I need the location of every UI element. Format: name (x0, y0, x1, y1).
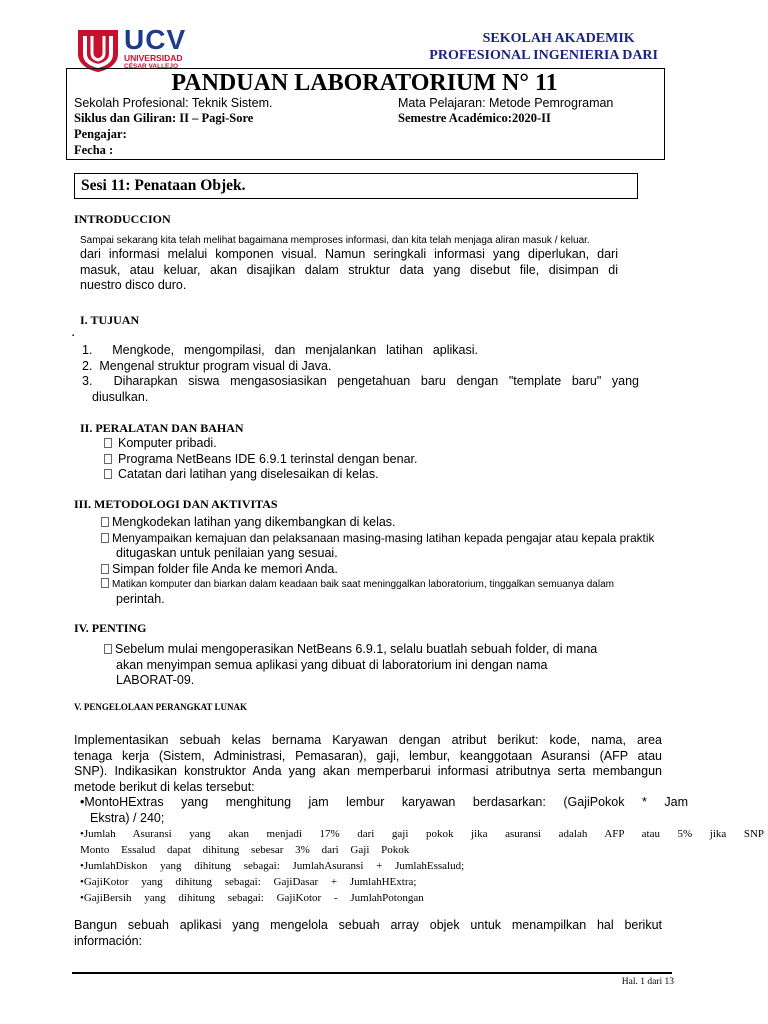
logo-subname: CÉSAR VALLEJO (124, 63, 179, 70)
metodologi-list (101, 515, 721, 608)
paragraph-line: información: (74, 933, 143, 948)
document-title: PANDUAN LABORATORIUM N° 11 (171, 70, 558, 96)
list-item-cont: diusulkan. (92, 389, 149, 404)
penting-text (104, 642, 664, 689)
page-number: Hal. 1 dari 13 (621, 977, 674, 987)
method-item-cont: Monto Essalud dapat dihitung sebesar 3% dari Gaji Pokok (80, 844, 410, 856)
closing-text (74, 918, 662, 949)
paragraph-line: tenaga kerja (Sistem, Administrasi, Pemasaran), gaji, lembur, keanggotaan Asuransi (AFP atau (74, 748, 662, 763)
intro-heading: INTRODUCCION (74, 212, 171, 226)
tujuan-heading: I. TUJUAN (80, 313, 140, 327)
university-logo-shield (76, 28, 120, 72)
checkbox-icon (101, 533, 109, 543)
method-item: •Jumlah Asuransi yang akan menjadi 17% dari gaji pokok jika asuransi adalah AFP atau 5% jika SNP (80, 828, 764, 840)
teacher: Pengajar: (74, 127, 127, 141)
penting-heading: IV. PENTING (74, 621, 147, 635)
list-item: Komputer pribadi. (104, 436, 418, 452)
school-line-1: SEKOLAH AKADEMIK (482, 31, 635, 46)
intro-line: masuk, atau keluar, akan disajikan dalam struktur data yang disebut file, disimpan di (80, 262, 618, 277)
session-title: Sesi 11: Penataan Objek. (81, 177, 246, 194)
pengelolaan-text (74, 733, 662, 795)
penting-line: akan menyimpan semua aplikasi yang dibuat di laboratorium ini dengan nama (116, 657, 548, 672)
school-prof: Sekolah Profesional: Teknik Sistem. (74, 96, 273, 110)
checkbox-icon (104, 438, 112, 448)
penting-line: LABORAT-09. (116, 673, 195, 687)
checkbox-icon (101, 564, 109, 574)
peralatan-list (104, 436, 418, 483)
paragraph-line: Implementasikan sebuah kelas bernama Karyawan dengan atribut berikut: kode, nama, area (74, 733, 662, 747)
paragraph-line: Bangun sebuah aplikasi yang mengelola sebuah array objek untuk menampilkan hal berikut (74, 918, 662, 932)
tujuan-list (82, 343, 662, 405)
list-item: 3. Diharapkan siswa mengasosiasikan pengetahuan baru dengan "template baru" yang (82, 374, 639, 388)
checkbox-icon (101, 578, 109, 588)
method-item: •MontoHExtras yang menghitung jam lembur karyawan berdasarkan: (GajiPokok * Jam (80, 795, 688, 809)
method-item-cont: Ekstra) / 240; (90, 810, 165, 825)
footer-rule (72, 972, 672, 974)
list-item: Programa NetBeans IDE 6.9.1 terinstal dengan benar. (104, 452, 418, 468)
list-item-cont: perintah. (116, 592, 165, 606)
intro-line: nuestro disco duro. (80, 278, 187, 292)
cycle: Siklus dan Giliran: II – Pagi-Sore (74, 111, 254, 125)
method-list (80, 795, 688, 826)
intro-line: Sampai sekarang kita telah melihat bagaimana memproses informasi, dan kita telah menjaga aliran masuk / keluar. (80, 235, 590, 246)
method-item: •GajiKotor yang dihitung sebagai: GajiDasar + JumlahHExtra; (80, 876, 417, 888)
paragraph-line: metode berikut di kelas tersebut: (74, 779, 255, 794)
school-name (429, 30, 658, 64)
checkbox-icon (104, 644, 112, 654)
list-item: Catatan dari latihan yang diselesaikan di kelas. (104, 467, 418, 483)
list-item: Menyampaikan kemajuan dan pelaksanaan masing-masing latihan kepada pengajar atau kepala praktik (101, 531, 721, 547)
penting-line: Sebelum mulai mengoperasikan NetBeans 6.9.1, selalu buatlah sebuah folder, di mana (104, 642, 664, 658)
metodologi-heading: III. METODOLOGI DAN AKTIVITAS (74, 497, 278, 511)
list-item: 1. Mengkode, mengompilasi, dan menjalankan latihan aplikasi. (82, 343, 478, 357)
subject: Mata Pelajaran: Metode Pemrograman (398, 96, 614, 110)
school-line-2: PROFESIONAL INGENIERIA DARI (429, 48, 658, 63)
method-list-serif (80, 826, 764, 906)
logo-university: UNIVERSIDAD (124, 53, 183, 63)
session-box (74, 173, 638, 199)
tujuan-marker: ▪ (72, 333, 75, 339)
method-item: •GajiBersih yang dihitung sebagai: GajiKotor - JumlahPotongan (80, 892, 424, 904)
list-item: Mengkodekan latihan yang dikembangkan di kelas. (101, 515, 721, 531)
list-item-cont: ditugaskan untuk penilaian yang sesuai. (116, 546, 338, 560)
list-item: Matikan komputer dan biarkan dalam keadaan baik saat meninggalkan laboratorium, tinggalkan semuanya dalam (101, 577, 721, 592)
intro-text (80, 234, 710, 294)
semester: Semestre Académico:2020-II (398, 111, 551, 125)
intro-line: dari informasi melalui komponen visual. Namun seringkali informasi yang diperlukan, dari (80, 247, 618, 261)
university-logo (124, 26, 186, 70)
list-item: Simpan folder file Anda ke memori Anda. (101, 562, 721, 578)
checkbox-icon (101, 517, 109, 527)
logo-name: UCV (124, 24, 187, 55)
method-item: •JumlahDiskon yang dihitung sebagai: JumlahAsuransi + JumlahEssalud; (80, 860, 465, 872)
date: Fecha : (74, 143, 114, 157)
checkbox-icon (104, 454, 112, 464)
paragraph-line: SNP). Indikasikan konstruktor Anda yang akan memperbarui informasi atributnya serta membangun (74, 764, 662, 778)
pengelolaan-heading: V. PENGELOLAAN PERANGKAT LUNAK (74, 702, 248, 712)
peralatan-heading: II. PERALATAN DAN BAHAN (80, 421, 244, 435)
checkbox-icon (104, 469, 112, 479)
list-item: 2. Mengenal struktur program visual di Java. (82, 358, 332, 373)
